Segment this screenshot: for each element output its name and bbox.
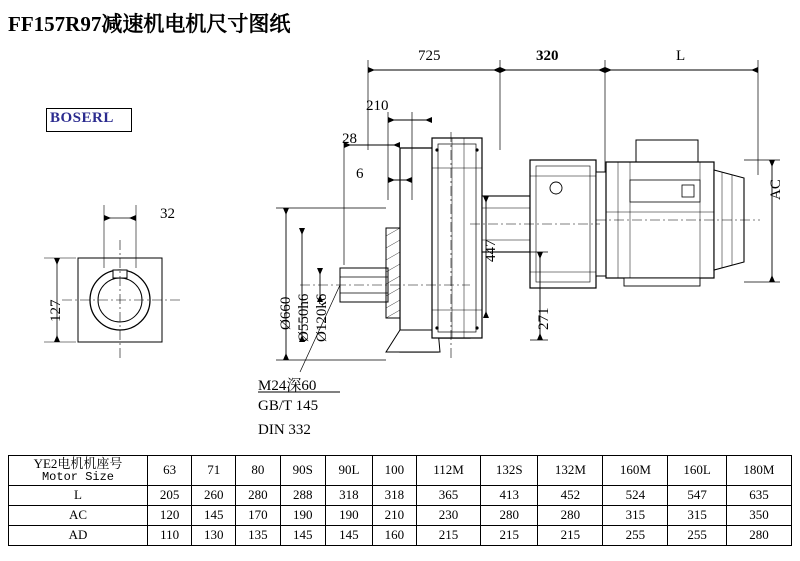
dim-label-120: Ø120k6 [314, 293, 330, 342]
cell-L-8: 452 [538, 485, 603, 505]
dim-label-L: L [676, 48, 686, 64]
arrow-127-top [54, 258, 60, 265]
dim-label-6: 6 [356, 166, 364, 182]
arrow-28-right [393, 142, 400, 148]
arrow-725-left [368, 67, 375, 73]
cell-AC-5: 210 [372, 505, 416, 525]
table-row [9, 505, 792, 525]
row-label-AD: AD [9, 525, 148, 545]
arrow-320-right [598, 67, 605, 73]
cell-AD-7: 215 [481, 525, 538, 545]
arrow-447-top [483, 196, 489, 203]
cell-AC-6: 230 [416, 505, 480, 525]
col-header-6: 112M [416, 456, 480, 486]
left-view [62, 240, 180, 360]
dim-label-28: 28 [342, 131, 357, 147]
dim-label-127: 127 [48, 299, 64, 322]
col-header-9: 160M [603, 456, 668, 486]
table-header-label [9, 456, 148, 486]
arrow-550-top [299, 228, 305, 235]
cell-L-11: 635 [726, 485, 791, 505]
dim-label-320: 320 [536, 48, 559, 64]
cell-AD-5: 160 [372, 525, 416, 545]
arrow-725-right [493, 67, 500, 73]
cell-L-3: 288 [280, 485, 326, 505]
cell-AC-3: 190 [280, 505, 326, 525]
col-header-4: 90L [326, 456, 373, 486]
col-header-2: 80 [236, 456, 280, 486]
col-header-3: 90S [280, 456, 326, 486]
arrow-271-top [537, 252, 543, 259]
cell-AC-7: 280 [481, 505, 538, 525]
cell-AD-4: 145 [326, 525, 373, 545]
row-label-L: L [9, 485, 148, 505]
arrow-32-right [129, 215, 136, 221]
arrow-6-right [405, 177, 412, 183]
arrow-127-bottom [54, 335, 60, 342]
cell-AC-10: 315 [668, 505, 727, 525]
arrow-6-left [388, 177, 395, 183]
cell-AC-11: 350 [726, 505, 791, 525]
col-header-0: 63 [148, 456, 192, 486]
arrow-120-top [317, 268, 323, 275]
arrow-210-left [388, 117, 395, 123]
cell-AC-9: 315 [603, 505, 668, 525]
cell-AC-2: 170 [236, 505, 280, 525]
cell-AD-2: 135 [236, 525, 280, 545]
motor [596, 140, 760, 286]
arrow-AC-top [769, 160, 775, 167]
cell-AD-1: 130 [192, 525, 236, 545]
header-label-en: Motor Size [41, 470, 114, 485]
cell-L-9: 524 [603, 485, 668, 505]
col-header-11: 180M [726, 456, 791, 486]
arrow-660-bottom [283, 353, 289, 360]
cell-AD-10: 255 [668, 525, 727, 545]
arrow-210-right [425, 117, 432, 123]
note-line-3: DIN 332 [258, 422, 311, 438]
dim-label-32: 32 [160, 206, 175, 222]
arrow-660-top [283, 208, 289, 215]
cell-AD-3: 145 [280, 525, 326, 545]
table-row [9, 525, 792, 545]
spec-table [8, 455, 792, 546]
dim-label-AC: AC [768, 179, 784, 200]
dim-label-660: Ø660 [278, 296, 294, 330]
cell-AC-4: 190 [326, 505, 373, 525]
dim-label-725: 725 [418, 48, 441, 64]
cell-L-5: 318 [372, 485, 416, 505]
arrow-447-bottom [483, 311, 489, 318]
cell-AD-9: 255 [603, 525, 668, 545]
cell-L-0: 205 [148, 485, 192, 505]
cell-AD-8: 215 [538, 525, 603, 545]
cell-L-7: 413 [481, 485, 538, 505]
note-line-1: M24深60 [258, 378, 317, 394]
col-header-10: 160L [668, 456, 727, 486]
cell-L-10: 547 [668, 485, 727, 505]
col-header-7: 132S [481, 456, 538, 486]
arrow-32-left [104, 215, 111, 221]
arrow-L-right [751, 67, 758, 73]
table-header-row [9, 456, 792, 486]
col-header-5: 100 [372, 456, 416, 486]
dim-label-271: 271 [536, 307, 552, 330]
cell-L-1: 260 [192, 485, 236, 505]
dim-label-550: Ø550h6 [296, 293, 312, 342]
cell-AC-0: 120 [148, 505, 192, 525]
cell-AD-6: 215 [416, 525, 480, 545]
note-line-2: GB/T 145 [258, 398, 319, 414]
arrow-L-left [605, 67, 612, 73]
col-header-1: 71 [192, 456, 236, 486]
cell-AD-11: 280 [726, 525, 791, 545]
dim-label-210: 210 [366, 98, 389, 114]
table-row [9, 485, 792, 505]
logo-text: BOSERL [50, 110, 114, 126]
arrow-320-left [500, 67, 507, 73]
header-label-cn: YE2电机机座号 [33, 456, 123, 471]
dim-label-447: 447 [483, 239, 499, 262]
cell-L-2: 280 [236, 485, 280, 505]
arrow-AC-bottom [769, 275, 775, 282]
cell-L-6: 365 [416, 485, 480, 505]
arrow-271-bottom [537, 333, 543, 340]
cell-AD-0: 110 [148, 525, 192, 545]
col-header-8: 132M [538, 456, 603, 486]
row-label-AC: AC [9, 505, 148, 525]
cell-AC-1: 145 [192, 505, 236, 525]
cell-L-4: 318 [326, 485, 373, 505]
cell-AC-8: 280 [538, 505, 603, 525]
spec-table-body [9, 456, 792, 546]
page-title: FF157R97减速机电机尺寸图纸 [8, 12, 291, 36]
